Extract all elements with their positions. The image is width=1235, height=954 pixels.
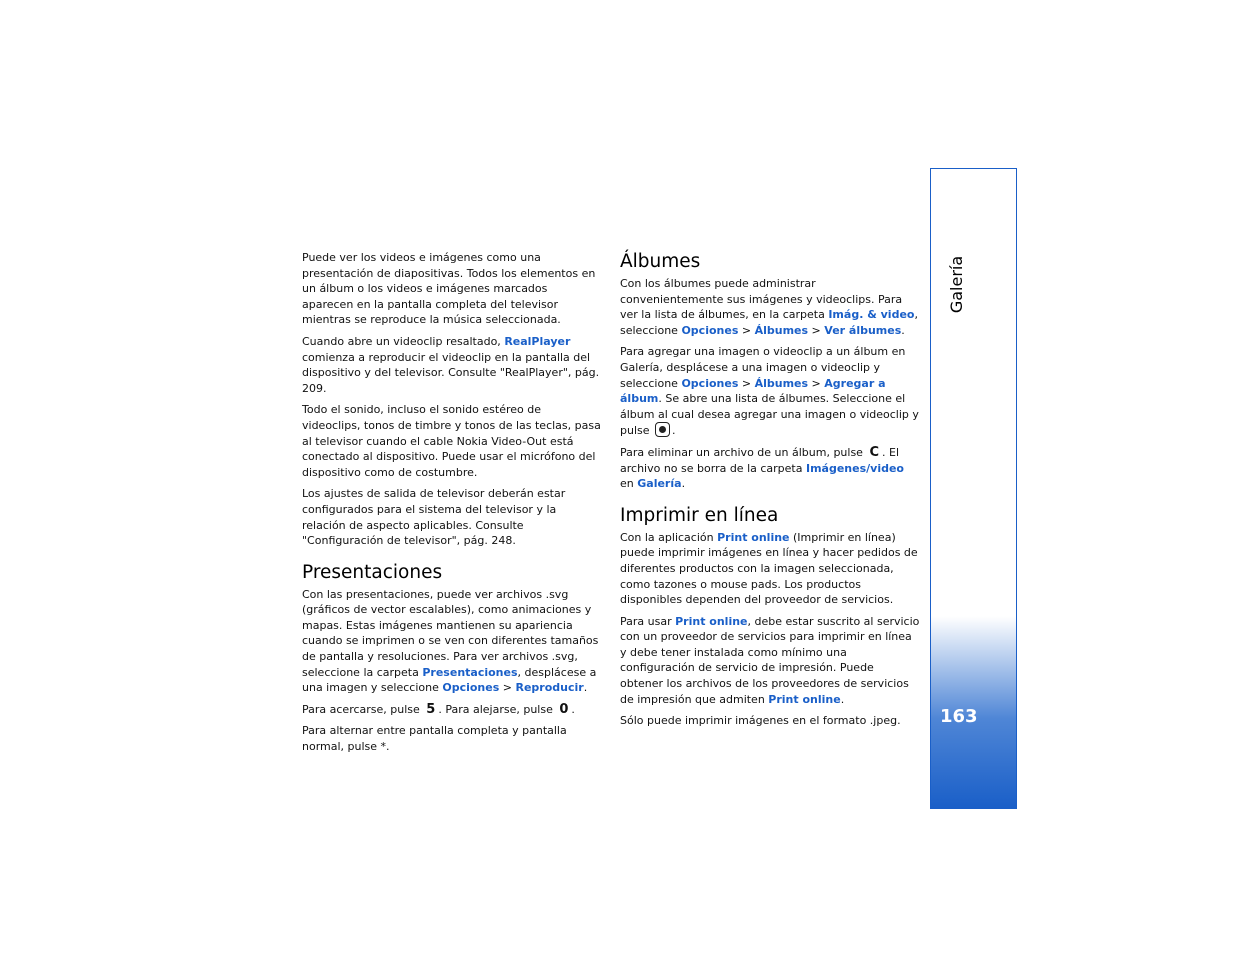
separator: > (499, 681, 516, 695)
link-albumes[interactable]: Álbumes (754, 376, 809, 390)
link-albumes[interactable]: Álbumes (754, 323, 809, 337)
text: en (620, 477, 638, 491)
link-opciones[interactable]: Opciones (681, 323, 739, 337)
link-presentaciones[interactable]: Presentaciones (422, 665, 518, 679)
key-5-icon: 5 (426, 701, 436, 717)
link-agregar-a-album[interactable]: Agregar a álbum (620, 376, 886, 406)
separator: > (808, 323, 825, 337)
heading-imprimir-en-linea: Imprimir en línea (620, 504, 779, 526)
paragraph-agregar-album (620, 344, 920, 439)
heading-albumes: Álbumes (620, 251, 701, 272)
paragraph-tv-settings: Los ajustes de salida de televisor deberán estar configurados para el sistema del televisor y la relación de aspecto aplicables. Consulte "Configuración de televisor", pág. 248. (302, 487, 566, 548)
text: Con la aplicación (620, 530, 718, 544)
text: Con los álbumes puede administrar convenientemente sus imágenes y videoclips. Para ver la lista de álbumes, en la carpeta (620, 277, 903, 322)
link-imagenes-video[interactable]: Imágenes/video (805, 461, 904, 475)
page-number: 163 (940, 706, 978, 727)
text: . (672, 424, 676, 438)
link-imag-video[interactable]: Imág. & video (828, 308, 915, 322)
text: , debe estar suscrito al servicio con un proveedor de servicios para imprimir en línea y debe tener instalada como mínimo una configuración de servicio de impresión. Puede obtener los archivos de los proveedores de servicios de impresión que admiten (620, 614, 920, 706)
right-column (620, 250, 920, 735)
text: . (583, 681, 588, 695)
paragraph-presentaciones (302, 587, 602, 696)
paragraph-zoom (302, 702, 602, 718)
paragraph-fullscreen: Para alternar entre pantalla completa y pantalla normal, pulse *. (302, 724, 567, 754)
paragraph-realplayer (302, 334, 602, 396)
text: Para acercarse, pulse (302, 702, 424, 716)
link-ver-albumes[interactable]: Ver álbumes (824, 323, 902, 337)
text: Para agregar una imagen o videoclip a un álbum en Galería, desplácese a una imagen o videoclip y seleccione (620, 345, 906, 390)
heading-presentaciones: Presentaciones (302, 561, 443, 583)
key-0-icon: 0 (559, 701, 569, 717)
separator: > (738, 376, 755, 390)
paragraph-sound: Todo el sonido, incluso el sonido estéreo de videoclips, tonos de timbre y tonos de las teclas, pasa al televisor cuando el cable Nokia Video-Out está conectado al dispositivo. Puede usar el micrófono del dispositivo como de costumbre. (302, 403, 601, 479)
text: comienza a reproducir el videoclip en la pantalla del dispositivo y del televisor. Consulte "RealPlayer", pág. 209. (302, 350, 600, 395)
paragraph-jpeg: Sólo puede imprimir imágenes en el formato .jpeg. (620, 714, 901, 728)
text: , seleccione (620, 308, 918, 337)
link-print-online[interactable]: Print online (717, 530, 790, 544)
paragraph-slideshow-intro: Puede ver los videos e imágenes como una presentación de diapositivas. Todos los elementos en un álbum o los videos e imágenes marcados aparecen en la pantalla completa del televisor mientras se reproduce la música seleccionada. (302, 251, 596, 327)
text: Con las presentaciones, puede ver archivos .svg (gráficos de vector escalables), como animaciones y mapas. Estas imágenes mantienen su apariencia cuando se imprimen o se ven con diferentes tamaños de pantalla y resoluciones. Para ver archivos .svg, seleccione la carpeta (302, 587, 599, 679)
paragraph-print-online-usage (620, 614, 920, 708)
paragraph-albumes (620, 276, 920, 338)
text: . (571, 702, 575, 716)
text: . (901, 323, 905, 337)
text: Para usar (620, 614, 676, 628)
text: . (840, 692, 845, 706)
link-reproducir[interactable]: Reproducir (515, 681, 584, 695)
text: . Se abre una lista de álbumes. Seleccione el álbum al cual desea agregar una imagen o videoclip y pulse (620, 392, 919, 438)
section-tab-label: Galería (947, 255, 967, 313)
link-opciones[interactable]: Opciones (681, 376, 739, 390)
paragraph-eliminar (620, 445, 920, 492)
link-galeria[interactable]: Galería (637, 477, 682, 491)
text: (Imprimir en línea) puede imprimir imágenes en línea y hacer pedidos de diferentes productos con la imagen seleccionada, como tazones o mouse pads. Los productos disponibles dependen del proveedor de servicios. (620, 530, 918, 607)
section-tab-title (945, 252, 969, 316)
navi-key-icon (655, 422, 670, 437)
separator: > (738, 323, 755, 337)
text: . El archivo no se borra de la carpeta (620, 445, 899, 475)
text: . (681, 477, 686, 491)
paragraph-print-online-intro (620, 530, 920, 608)
link-print-online[interactable]: Print online (675, 614, 748, 628)
text: , desplácese a una imagen y seleccione (302, 665, 597, 695)
link-realplayer[interactable]: RealPlayer (504, 334, 571, 348)
link-print-online[interactable]: Print online (768, 692, 841, 706)
text: Para eliminar un archivo de un álbum, pulse (620, 445, 867, 459)
text: Cuando abre un videoclip resaltado, (302, 334, 505, 348)
separator: > (808, 376, 825, 390)
link-opciones[interactable]: Opciones (442, 681, 500, 695)
clear-key-icon: C (869, 444, 879, 460)
text: . Para alejarse, pulse (438, 702, 557, 716)
left-column (302, 250, 602, 761)
